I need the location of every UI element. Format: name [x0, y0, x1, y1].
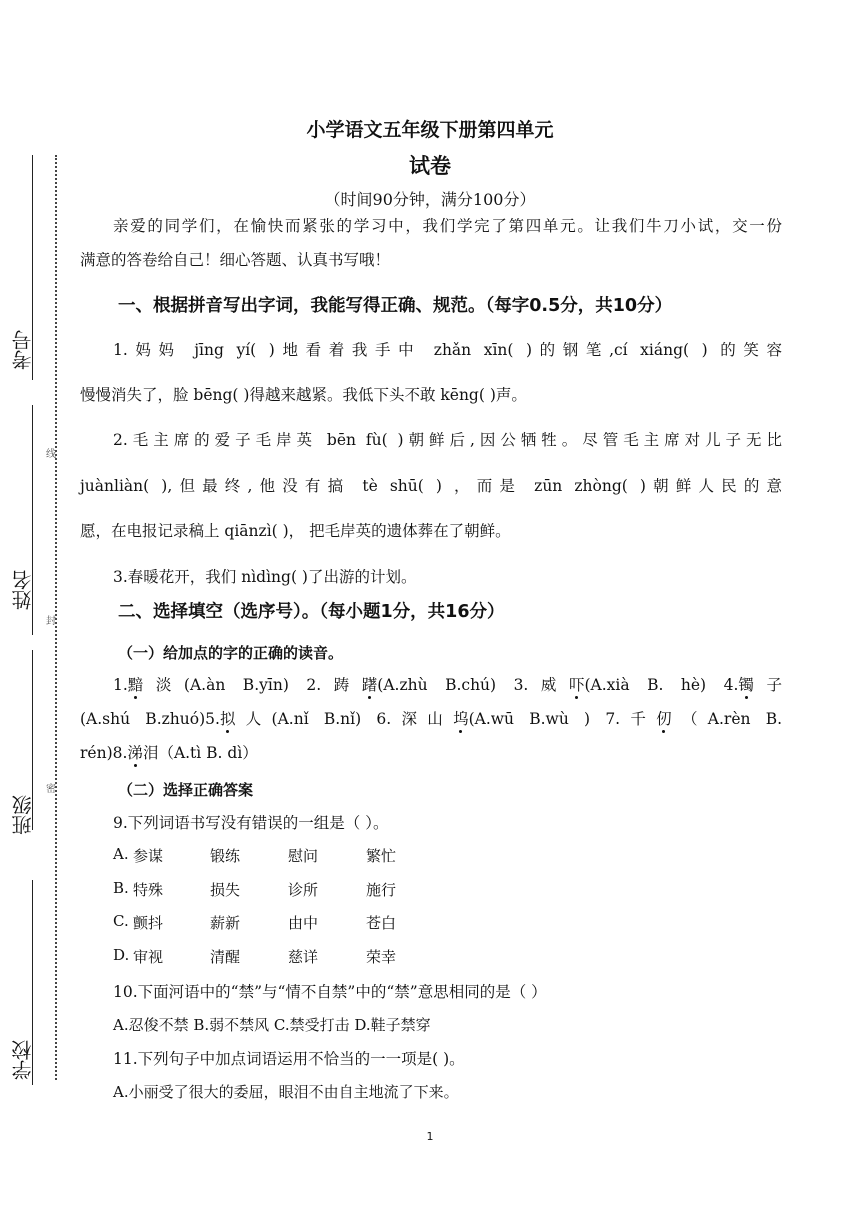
q11-option-a: A.小丽受了很大的委屈，眼泪不由自主地流了下来。 — [113, 1083, 459, 1101]
school-label: 学校 — [11, 1040, 35, 1080]
q9-option-b-word: 特殊 — [133, 881, 164, 899]
intro-line-2: 满意的答卷给自己！细心答题、认真书写哦！ — [80, 251, 391, 269]
q3-line: 3.春暖花开，我们 nìdìng( )了出游的计划。 — [113, 568, 417, 586]
q9-option-c-word: 薪新 — [210, 914, 241, 932]
q9-option-d-word: 荣幸 — [366, 948, 397, 966]
q9-option-c-letter: C. — [113, 912, 129, 930]
q9-option-a-letter: A. — [113, 845, 129, 863]
q9-question: 9.下列词语书写没有错误的一组是（ ）。 — [113, 814, 389, 832]
subsection-2-heading: （二）选择正确答案 — [118, 781, 254, 799]
q9-option-d-word: 慈详 — [288, 948, 319, 966]
q9-option-b-word: 损失 — [210, 881, 241, 899]
page-number: 1 — [426, 1130, 434, 1143]
pronunciation-line-3: rén)8.涕泪（A.tì B. dì） — [80, 741, 782, 763]
q9-option-a-word: 锻练 — [210, 847, 241, 865]
q9-option-d-word: 审视 — [133, 948, 164, 966]
q9-option-a-word: 慰问 — [288, 847, 319, 865]
q9-option-c-word: 苍白 — [366, 914, 397, 932]
intro-line-1: 亲爱的同学们，在愉快而紧张的学习中，我们学完了第四单元。让我们牛刀小试，交一份 — [113, 217, 782, 235]
subsection-1-heading: （一）给加点的字的正确的读音。 — [118, 644, 344, 662]
q9-option-b-word: 施行 — [366, 881, 397, 899]
q9-option-a-word: 繁忙 — [366, 847, 397, 865]
q9-option-b-letter: B. — [113, 879, 129, 897]
pronunciation-line-1: 1.黯淡(A.àn B.yīn) 2.踌躇(A.zhù B.chú) 3.威吓(A.xià B. hè) 4.镯子 — [113, 673, 782, 695]
q2-line-2: juànliàn( ),但最终,他没有搞 tè shū( ) ，而是 zūn zhòng( )朝鲜人民的意 — [80, 477, 782, 495]
pronunciation-line-2: (A.shú B.zhuó)5.拟人(A.nǐ B.nǐ) 6.深山坞(A.wū B.wù ) 7.千仞（A.rèn B. — [80, 707, 782, 729]
q2-line-1: 2.毛主席的爱子毛岸英 bēn fù( )朝鲜后,因公牺牲。尽管毛主席对儿子无比 — [113, 431, 782, 449]
page-title: 小学语文五年级下册第四单元 — [306, 119, 554, 141]
seal-mark-secret: 密 — [46, 784, 56, 795]
name-label: 姓名 — [11, 570, 35, 610]
q9-option-b-word: 诊所 — [288, 881, 319, 899]
exam-meta: （时间90分钟，满分100分） — [324, 190, 536, 209]
q2-line-3: 愿，在电报记录稿上 qiānzì( )， 把毛岸英的遗体葬在了朝鲜。 — [80, 522, 511, 540]
section-1-heading: 一、根据拼音写出字词，我能写得正确、规范。（每字0.5分，共10分） — [118, 296, 673, 316]
exam-no-label: 考号 — [11, 330, 35, 370]
q9-option-a-word: 参谋 — [133, 847, 164, 865]
section-2-heading: 二、选择填空（选序号）。（每小题1分，共16分） — [118, 602, 505, 622]
q9-option-d-letter: D. — [113, 946, 130, 964]
q9-option-c-word: 由中 — [288, 914, 319, 932]
seal-mark-seal: 封 — [46, 616, 56, 627]
q11-question: 11.下列句子中加点词语运用不恰当的一一项是( )。 — [113, 1050, 465, 1068]
class-label: 班级 — [11, 795, 35, 835]
q1-line-1: 1.妈妈 jīng yí( )地看着我手中 zhǎn xīn( )的钢笔,cí xiáng( ) 的笑容 — [113, 341, 782, 359]
q9-option-c-word: 颤抖 — [133, 914, 164, 932]
q1-line-2: 慢慢消失了，脸 bēng( )得越来越紧。我低下头不敢 kēng( )声。 — [80, 386, 527, 404]
q10-options: A.忍俊不禁 B.弱不禁风 C.禁受打击 D.鞋子禁穿 — [113, 1016, 431, 1034]
page-subtitle: 试卷 — [409, 154, 451, 178]
q10-question: 10.下面河语中的“禁”与“情不自禁”中的“禁”意思相同的是（ ） — [113, 983, 547, 1001]
seal-mark-line: 线 — [46, 449, 56, 460]
q9-option-d-word: 清醒 — [210, 948, 241, 966]
